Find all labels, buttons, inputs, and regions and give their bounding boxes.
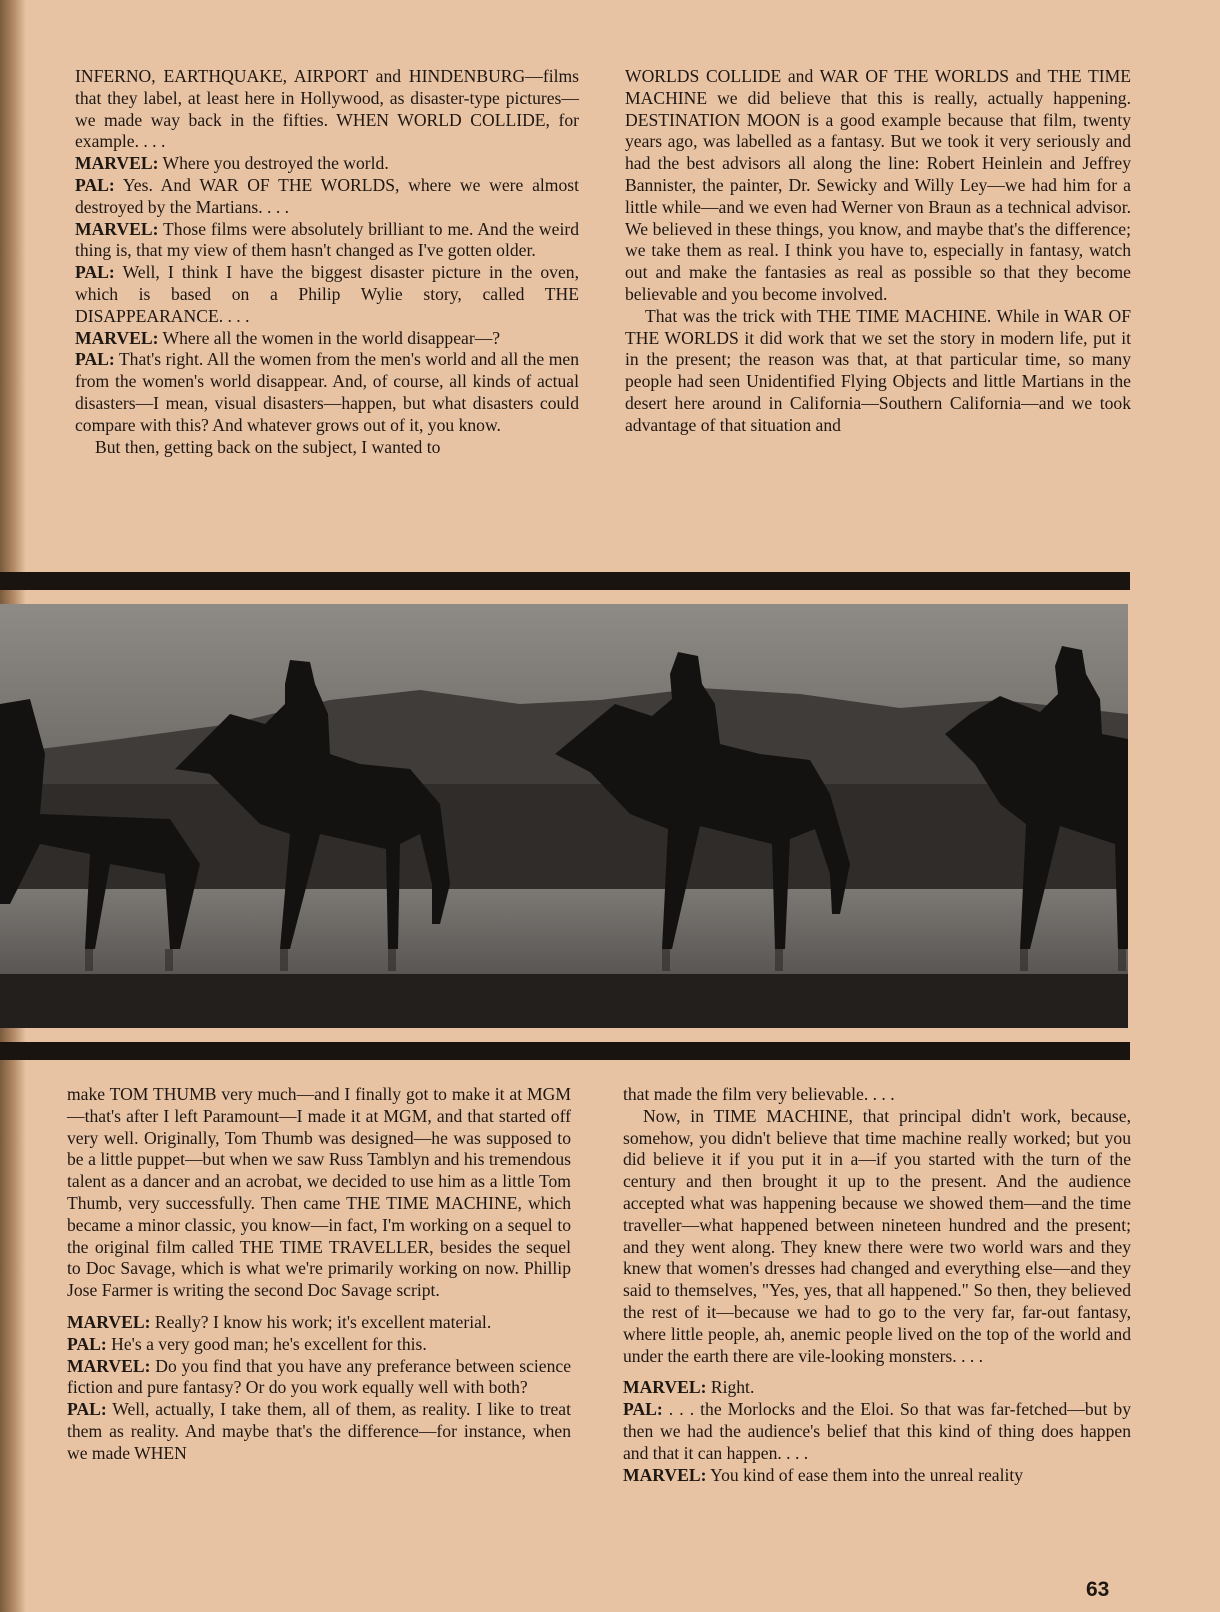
paragraph-text: Do you find that you have any preferance between science fiction and pure fantasy? Or do you work equally well with both?	[67, 1355, 571, 1398]
paragraph	[623, 1084, 1131, 1106]
paragraph	[75, 328, 579, 350]
riders-silhouette-image	[0, 604, 1128, 1028]
paragraph	[67, 1399, 571, 1464]
paragraph-text: That was the trick with THE TIME MACHINE. While in WAR OF THE WORLDS it did work that we set the story in modern life, put it in the present; the reason was that, at that particular time, so many people had seen Unidentified Flying Objects and little Martians in the desert here around in California—Southern California—and we took advantage of that situation and	[625, 305, 1131, 435]
speaker-label: MARVEL:	[75, 218, 159, 239]
paragraph	[625, 306, 1131, 437]
paragraph	[623, 1377, 1131, 1399]
photo-top-bar	[0, 572, 1130, 590]
paragraph	[625, 66, 1131, 306]
bottom-right-column	[623, 1084, 1131, 1486]
paragraph	[75, 153, 579, 175]
top-left-column	[75, 66, 579, 458]
paragraph	[67, 1312, 571, 1334]
speaker-label: MARVEL:	[623, 1377, 707, 1398]
paragraph-text: . . . the Morlocks and the Eloi. So that was far-fetched—but by then we had the audience's belief that this kind of thing does happen and that it can happen. . . .	[623, 1399, 1131, 1463]
paragraph	[623, 1399, 1131, 1464]
paragraph-text: Now, in TIME MACHINE, that principal didn't work, because, somehow, you didn't believe that time machine really worked; but you did believe it if you put it in a—if you started with the turn of the century and then brought it up to the present. And the audience accepted what was happening because we showed them—and the time traveller—what happened between nineteen hundred and the present; and they went along. They knew there were two world wars and they knew that women's dresses had changed and everything else—and they said to themselves, "Yes, yes, that all happened." So then, they believed the rest of it—because we had to go to the very far, far-out fantasy, where little people, ah, anemic people lived on the top of the world and under the earth there are vile-looking monsters. . . .	[623, 1105, 1131, 1366]
speaker-label: MARVEL:	[623, 1464, 707, 1485]
paragraph-text: Yes. And WAR OF THE WORLDS, where we were almost destroyed by the Martians. . . .	[75, 174, 579, 217]
page-number: 63	[1086, 1578, 1110, 1601]
paragraph-text: But then, getting back on the subject, I wanted to	[95, 436, 441, 457]
paragraph	[75, 349, 579, 436]
paragraph-text: Where you destroyed the world.	[158, 153, 389, 174]
paragraph-text: Well, actually, I take them, all of them, as reality. I like to treat them as reality. And maybe that's the difference—for instance, when we made WHEN	[67, 1399, 571, 1463]
speaker-label: PAL:	[75, 349, 115, 370]
paragraph-text: that made the film very believable. . . .	[623, 1084, 895, 1104]
paragraph-text: WORLDS COLLIDE and WAR OF THE WORLDS and THE TIME MACHINE we did believe that this is really, actually happening. DESTINATION MOON is a good example because that film, twenty years ago, was labelled as a fantasy. But we took it very seriously and had the best advisors all along the line: Robert Heinlein and Jeffrey Bannister, the painter, Dr. Sewicky and Willy Ley—we had him for a little while—and we even had Werner von Braun as a technical advisor. We believed in these things, you know, and maybe that's the difference; we take them as real. I think you have to, especially in fantasy, watch out and make the fantasies as real as possible so that they become believable and you become involved.	[625, 66, 1131, 304]
speaker-label: MARVEL:	[75, 327, 159, 348]
paragraph-text: Well, I think I have the biggest disaster picture in the oven, which is based on a Philip Wylie story, called THE DISAPPEARANCE. . . .	[75, 262, 579, 326]
speaker-label: PAL:	[67, 1333, 107, 1354]
paragraph	[67, 1084, 571, 1302]
top-right-column	[625, 66, 1131, 437]
paragraph-text: He's a very good man; he's excellent for this.	[106, 1333, 427, 1354]
paragraph	[75, 219, 579, 263]
speaker-label: PAL:	[75, 262, 115, 283]
speaker-label: MARVEL:	[67, 1311, 151, 1332]
bottom-left-column	[67, 1084, 571, 1465]
photo-band	[0, 572, 1130, 1060]
paragraph	[623, 1106, 1131, 1368]
paragraph	[67, 1356, 571, 1400]
photo-bottom-bar	[0, 1042, 1130, 1060]
paragraph-text: Where all the women in the world disappear—?	[158, 327, 501, 348]
paragraph	[623, 1465, 1131, 1487]
paragraph-text: INFERNO, EARTHQUAKE, AIRPORT and HINDENBURG—films that they label, at least here in Hollywood, as disaster-type pictures—we made way back in the fifties. WHEN WORLD COLLIDE, for example. . . .	[75, 66, 579, 152]
speaker-label: PAL:	[75, 174, 115, 195]
paragraph	[75, 66, 579, 153]
riders-photograph	[0, 604, 1128, 1028]
paragraph-text: Right.	[706, 1377, 755, 1398]
paragraph-text: Those films were absolutely brilliant to me. And the weird thing is, that my view of them hasn't changed as I've gotten older.	[75, 218, 579, 261]
paragraph-text: make TOM THUMB very much—and I finally got to make it at MGM—that's after I left Paramount—I made it at MGM, and that started off very well. Originally, Tom Thumb was designed—he was supposed to be a little puppet—but when we saw Russ Tamblyn and his tremendous talent as a dancer and an acrobat, we decided to use him as a little Tom Thumb, very successfully. Then came THE TIME MACHINE, which became a minor classic, you know—in fact, I'm working on a sequel to the original film called THE TIME TRAVELLER, besides the sequel to Doc Savage, which is what we're primarily working on now. Phillip Jose Farmer is writing the second Doc Savage script.	[67, 1084, 571, 1301]
speaker-label: MARVEL:	[67, 1355, 151, 1376]
speaker-label: PAL:	[67, 1399, 107, 1420]
paragraph-text: You kind of ease them into the unreal reality	[706, 1464, 1024, 1485]
paragraph-text: Really? I know his work; it's excellent material.	[150, 1311, 492, 1332]
paragraph	[75, 262, 579, 327]
paragraph	[75, 175, 579, 219]
paragraph-text: That's right. All the women from the men's world and all the men from the women's world disappear. And, of course, all kinds of actual disasters—I mean, visual disasters—happen, but what disasters could compare with this? And whatever grows out of it, you know.	[75, 349, 579, 435]
paragraph	[75, 437, 579, 459]
speaker-label: PAL:	[623, 1399, 663, 1420]
paragraph	[67, 1334, 571, 1356]
speaker-label: MARVEL:	[75, 153, 159, 174]
